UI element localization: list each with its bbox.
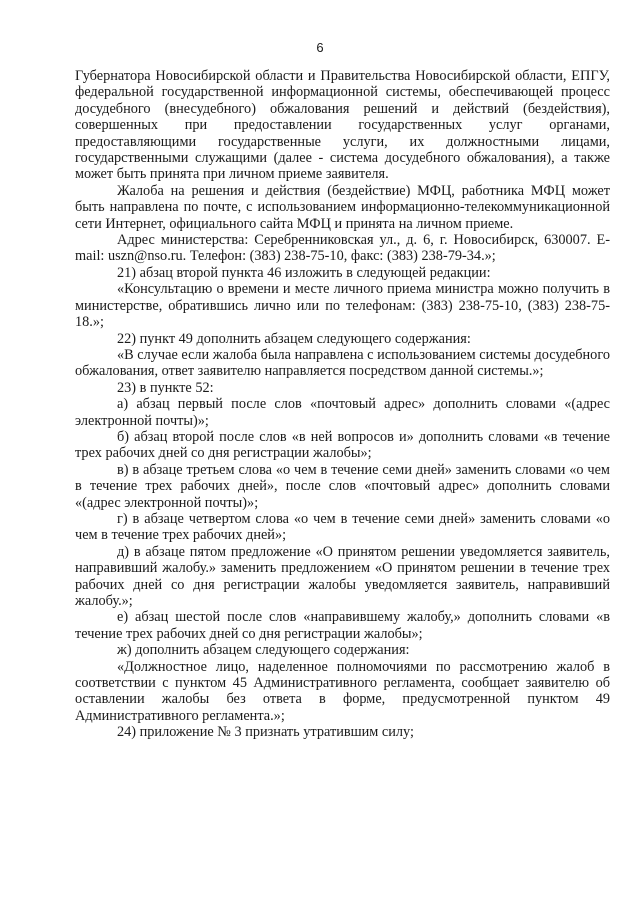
paragraph-item-23-zh: ж) дополнить абзацем следующего содержания: xyxy=(117,642,410,659)
paragraph-item-23: 23) в пункте 52: xyxy=(117,379,214,396)
paragraph-item-23-zh-text: «Должностное лицо, наделенное полномочиями по рассмотрению жалоб в соответствии с пунктом 45 Административного регламента, сообщает заявителю об оставлении жалобы без ответа в форме, предусмотренной пунктом 49 Административного регламента.»; xyxy=(75,658,610,724)
paragraph-item-23-g: г) в абзаце четвертом слова «о чем в течение семи дней» заменить словами «о чем в течение трех рабочих дней»; xyxy=(75,510,610,544)
paragraph-item-24: 24) приложение № 3 признать утратившим силу; xyxy=(117,724,414,741)
paragraph-ministry-address: Адрес министерства: Серебренниковская ул., д. 6, г. Новосибирск, 630007. E-mail: uszn@nso.ru. Телефон: (383) 238-75-10, факс: (383) 238-79-34.»; xyxy=(75,232,610,265)
paragraph-item-23-v: в) в абзаце третьем слова «о чем в течение семи дней» заменить словами «о чем в течение трех рабочих дней», после слов «почтовый адрес» дополнить словами «(адрес электронной почты)»; xyxy=(75,461,610,511)
document-body xyxy=(75,68,610,741)
paragraph-item-21-text: «Консультацию о времени и месте личного приема министра можно получить в министерстве, обратившись лично или по телефонам: (383) 238-75-10, (383) 238-75-18.»; xyxy=(75,281,610,331)
paragraph-complaint-channels-continued: Губернатора Новосибирской области и Правительства Новосибирской области, ЕПГУ, федеральной государственной информационной системы, обеспечивающей процесс досудебного (внесудебного) обжалования решений и действий (бездействия), совершенных при предоставлении государственных услуг органами, предоставляющими государственные услуги, их должностными лицами, государственными служащими (далее - система досудебного обжалования), а также может быть принята при личном приеме заявителя. xyxy=(75,68,610,183)
paragraph-item-23-b: б) абзац второй после слов «в ней вопросов и» дополнить словами «в течение трех рабочих дней со дня регистрации жалобы»; xyxy=(75,428,610,462)
paragraph-item-21: 21) абзац второй пункта 46 изложить в следующей редакции: xyxy=(117,264,491,281)
paragraph-item-23-a: а) абзац первый после слов «почтовый адрес» дополнить словами «(адрес электронной почты)»; xyxy=(75,396,610,429)
paragraph-mfc-complaint: Жалоба на решения и действия (бездействие) МФЦ, работника МФЦ может быть направлена по почте, с использованием информационно-телекоммуникационной сети Интернет, официального сайта МФЦ и принята на личном приеме. xyxy=(75,182,610,232)
paragraph-item-23-d: д) в абзаце пятом предложение «О принятом решении уведомляется заявитель, направивший жалобу.» заменить предложением «О принятом решении в течение трех рабочих дней со дня регистрации жалобы уведомляется заявитель, направивший жалобу.»; xyxy=(75,543,610,609)
paragraph-item-22-text: «В случае если жалоба была направлена с использованием системы досудебного обжалования, ответ заявителю направляется посредством данной системы.»; xyxy=(75,346,610,380)
paragraph-item-23-e: е) абзац шестой после слов «направившему жалобу,» дополнить словами «в течение трех рабочих дней со дня регистрации жалобы»; xyxy=(75,609,610,642)
paragraph-item-22: 22) пункт 49 дополнить абзацем следующего содержания: xyxy=(117,330,471,347)
page-number: 6 xyxy=(316,40,324,55)
